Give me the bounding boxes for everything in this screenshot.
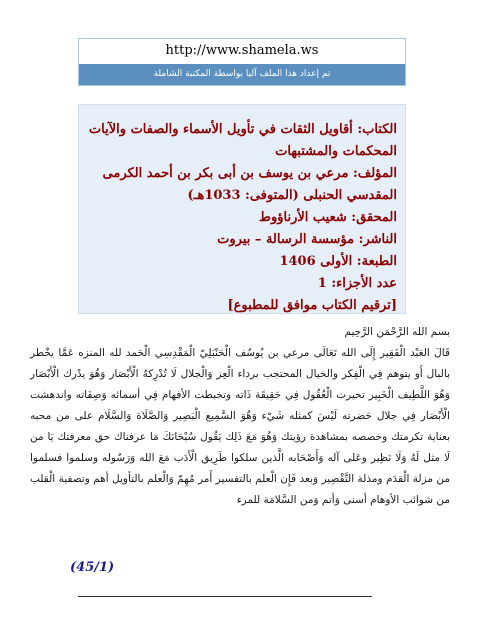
generated-note-banner: تم إعداد هذا الملف آليا بواسطة المكتبة الشاملة — [79, 64, 405, 85]
editor-line — [85, 207, 397, 229]
edition-label: الطبعة: — [356, 254, 397, 269]
editor-label: المحقق: — [351, 210, 397, 225]
book-metadata — [85, 119, 397, 317]
header-box — [78, 38, 406, 86]
numbering-note: [ترقيم الكتاب موافق للمطبوع] — [227, 298, 397, 313]
edition-line — [85, 251, 397, 273]
book-label: الكتاب: — [357, 122, 397, 137]
publisher-line — [85, 229, 397, 251]
body-text — [30, 322, 450, 511]
paragraph-2: وَالصَّلَاة وَالسَّلَام على من محبه بعناية تكرمتك وخصصه بمشاهدة رؤيتك وَهُوَ مَعَ ذَلِك يَقُول سُبْحَانَكَ مَا عرفناك حق معرفتك يَا من لَا مثل لَهُ وَلَا نَظِير وعَلى آله وَأَصْحَابه الَّذين سلكوا طَرِيق الْأَدَب مَعَ الله وَرَسُوله وسلموا فسلموا من مزلة الْقدَم ومذلة التَّقْصِير — [30, 410, 451, 485]
parts-line — [85, 273, 397, 295]
book-metadata-box — [78, 104, 406, 314]
site-url[interactable]: http://www.shamela.ws — [165, 43, 319, 58]
footer-divider — [78, 596, 372, 597]
paragraph-1: قَالَ العَبْد الْفَقِير إِلَى الله تَعَالَى مرعي بن يُوسُف الْحَنْبَلِيّ الْمَقْدِسِي الْحَمد لله المنزه عَمَّا يخْطر بالبال أَو يتوهم فِي الْفِكر والخيال المحتجب برداء الْعِز وَالْجلال لَا تُدْرِكهُ الْأَبْصَار وَهُوَ يدْرك الْأَبْصَار وَهُوَ اللَّطِيف الْخَبِير تحيرت الْعُقُول فِي حَقِيقَة ذَاته وتخبطت الأفهام فِي أسمائه وَصِفَاته واندهشت الْأَبْصَار فِي جلال حَضرته لَيْسَ كمثله شَيْء وَهُوَ السَّمِيع الْبَصِير — [30, 347, 451, 422]
author-label: المؤلف: — [352, 166, 397, 181]
publisher-label: الناشر: — [358, 232, 397, 247]
author-name: مرعي بن يوسف بن أبى بكر بن أحمد الكرمى المقدسي الحنبلى (المتوفى: 1033هـ) — [102, 166, 397, 203]
parts-value: 1 — [317, 276, 327, 291]
publisher-name: مؤسسة الرسالة – بيروت — [217, 232, 355, 247]
paragraph-3: وَبعد فَإِن الْعلم بالتفسير أَمر مُهِمّ وَالْعلم بالتأويل أهم وتصفية الْقلب من شوائب الأوهام أسنى وَأتم وَمن السَّلامَة للمرء — [30, 473, 450, 506]
edition-value: الأولى 1406 — [279, 254, 353, 269]
book-title: أقاويل الثقات في تأويل الأسماء والصفات والآيات المحكمات والمشتبهات — [88, 122, 397, 159]
page-number: (45/1) — [70, 560, 115, 575]
basmala: بسم الله الرَّحْمَن الرَّحِيم — [344, 326, 450, 338]
parts-label: عدد الأجزاء: — [331, 276, 397, 291]
editor-name: شعيب الأرناؤوط — [258, 210, 347, 225]
author-line — [85, 163, 397, 207]
book-title-line — [85, 119, 397, 163]
